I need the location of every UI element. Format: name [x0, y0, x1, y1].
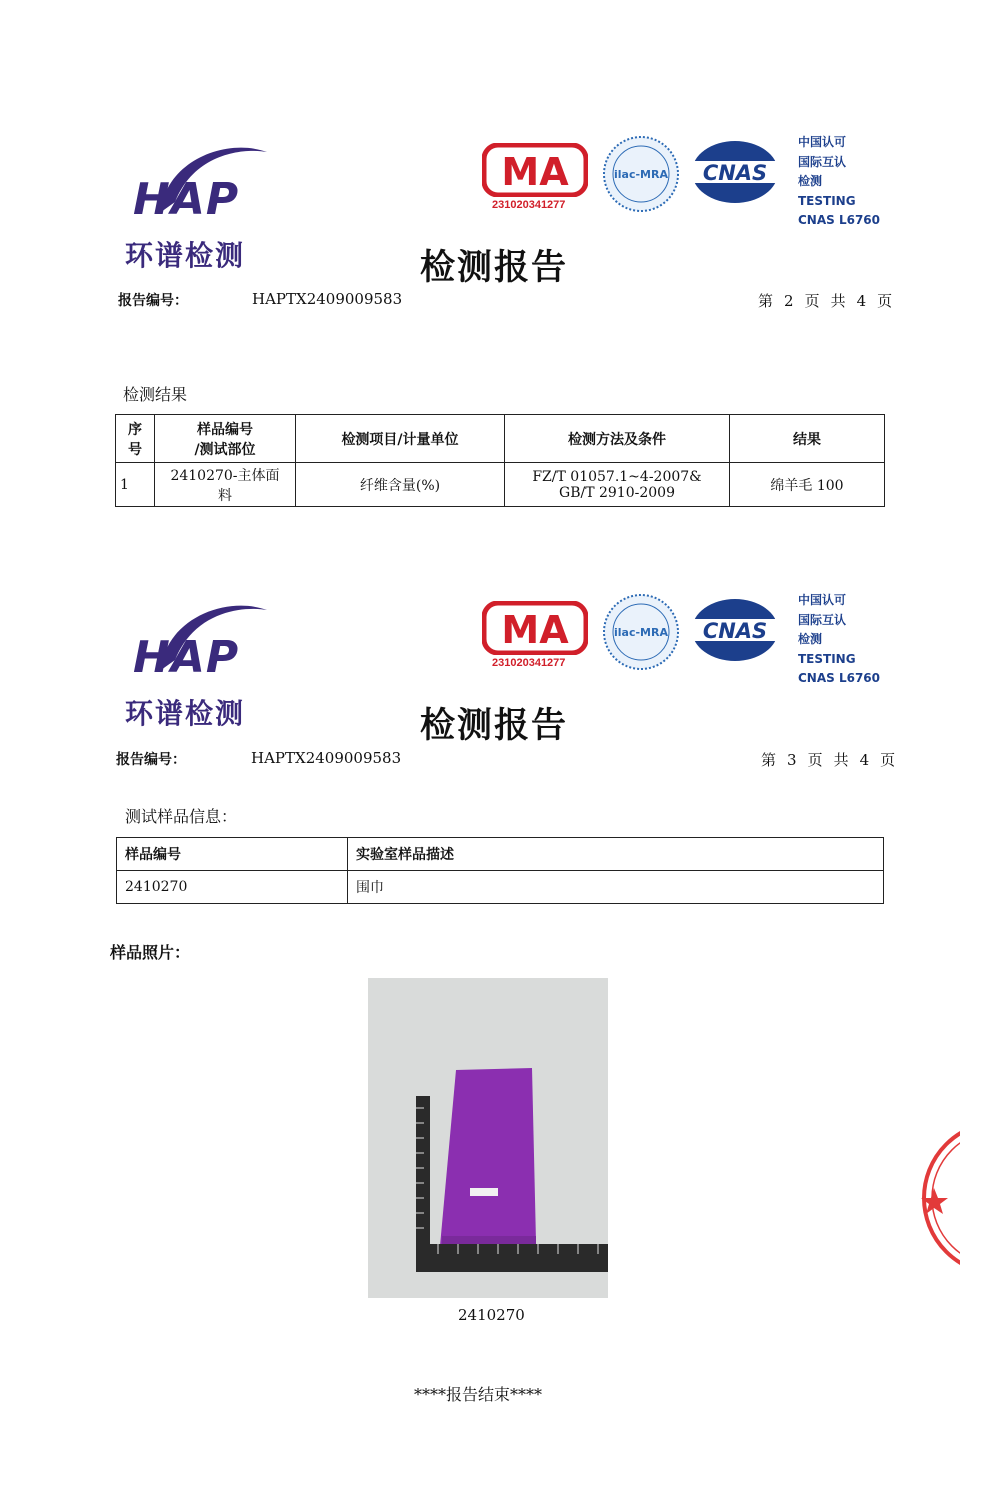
- col-header-result: 结果: [730, 415, 885, 463]
- cert-line: 国际互认: [798, 154, 847, 169]
- col-header-item: 检测项目/计量单位: [296, 415, 505, 463]
- page-indicator: [753, 290, 898, 311]
- page-post: 页: [880, 751, 897, 769]
- hap-logo-icon: [125, 142, 273, 277]
- cert-line: CNAS L6760: [798, 213, 881, 227]
- photo-caption: 2410270: [458, 1306, 525, 1324]
- report-no: HAPTX2409009583: [251, 749, 402, 767]
- ilac-mra-logo-icon: [602, 135, 680, 213]
- page-total-pre: 共: [833, 751, 850, 769]
- logo-mark: HAP: [133, 174, 240, 225]
- report-no-label: 报告编号：: [118, 293, 188, 309]
- report-title: 检测报告: [420, 248, 569, 288]
- section-title-sample-info: 测试样品信息：: [125, 807, 238, 826]
- col-header-sample: 样品编号 /测试部位: [155, 415, 296, 463]
- cell-item: 纤维含量(%): [296, 463, 505, 507]
- page-current: 2: [784, 292, 795, 310]
- hap-logo-icon: [125, 600, 273, 735]
- logo-name-cn: 环谱检测: [125, 239, 246, 272]
- report-title: 检测报告: [420, 706, 569, 746]
- ilac-label: ilac-MRA: [614, 168, 668, 181]
- results-table: [115, 414, 885, 507]
- cnas-label: CNAS: [702, 619, 768, 643]
- page-current: 3: [787, 751, 798, 769]
- cert-text: [798, 133, 880, 231]
- scarf-photo-icon: [368, 978, 608, 1298]
- section-title-results: 检测结果: [123, 385, 188, 404]
- cma-logo-icon: [482, 601, 588, 655]
- report-no-label: 报告编号：: [116, 752, 186, 768]
- end-of-report: ****报告结束****: [414, 1385, 543, 1404]
- cnas-logo-icon: [690, 597, 780, 663]
- logo-mark: HAP: [133, 632, 240, 683]
- cell-seq: 1: [116, 463, 155, 507]
- page-pre: 第: [758, 292, 775, 310]
- cnas-logo-icon: [690, 139, 780, 205]
- cma-number: 231020341277: [492, 657, 566, 669]
- page-pre: 第: [761, 751, 778, 769]
- cert-line: TESTING: [798, 193, 856, 208]
- cma-logo-icon: [482, 143, 588, 197]
- cnas-label: CNAS: [702, 161, 768, 185]
- col-header-method: 检测方法及条件: [505, 415, 730, 463]
- table-row: [116, 463, 885, 507]
- cert-line: 中国认可: [798, 593, 847, 607]
- svg-text:MA: MA: [501, 608, 569, 652]
- certification-marks: [482, 135, 882, 235]
- page-mid: 页: [807, 751, 824, 769]
- col-header-description: 实验室样品描述: [348, 838, 884, 871]
- page-total: 4: [859, 751, 871, 769]
- cell-description: 围巾: [348, 871, 884, 904]
- page-post: 页: [877, 292, 894, 310]
- cell-result: 绵羊毛 100: [730, 463, 885, 507]
- page-total-pre: 共: [830, 292, 847, 310]
- seal-stamp-icon: [920, 1118, 960, 1278]
- page-indicator: [756, 749, 901, 770]
- svg-text:MA: MA: [501, 150, 569, 194]
- cert-line: 国际互认: [798, 612, 847, 627]
- col-header-seq: 序 号: [116, 415, 155, 463]
- cert-text: [798, 591, 880, 689]
- cert-line: CNAS L6760: [798, 671, 881, 685]
- table-row: [117, 871, 884, 904]
- cell-sample: 2410270-主体面 料: [155, 463, 296, 507]
- sample-info-table: [116, 837, 884, 904]
- report-no: HAPTX2409009583: [252, 290, 403, 308]
- ilac-mra-logo-icon: [602, 593, 680, 671]
- logo-name-cn: 环谱检测: [125, 697, 246, 730]
- cell-sample-no: 2410270: [117, 871, 348, 904]
- col-header-sample-no: 样品编号: [117, 838, 348, 871]
- photo-label: 样品照片：: [110, 943, 191, 962]
- cert-line: 检测: [798, 174, 823, 188]
- page-mid: 页: [804, 292, 821, 310]
- certification-marks: [482, 593, 882, 693]
- ilac-label: ilac-MRA: [614, 626, 668, 639]
- cert-line: TESTING: [798, 651, 856, 666]
- cell-method: FZ/T 01057.1~4-2007& GB/T 2910-2009: [505, 463, 730, 507]
- sample-photo: [368, 978, 608, 1298]
- page-total: 4: [856, 292, 868, 310]
- cert-line: 检测: [798, 632, 823, 646]
- cma-number: 231020341277: [492, 199, 566, 211]
- cert-line: 中国认可: [798, 135, 847, 149]
